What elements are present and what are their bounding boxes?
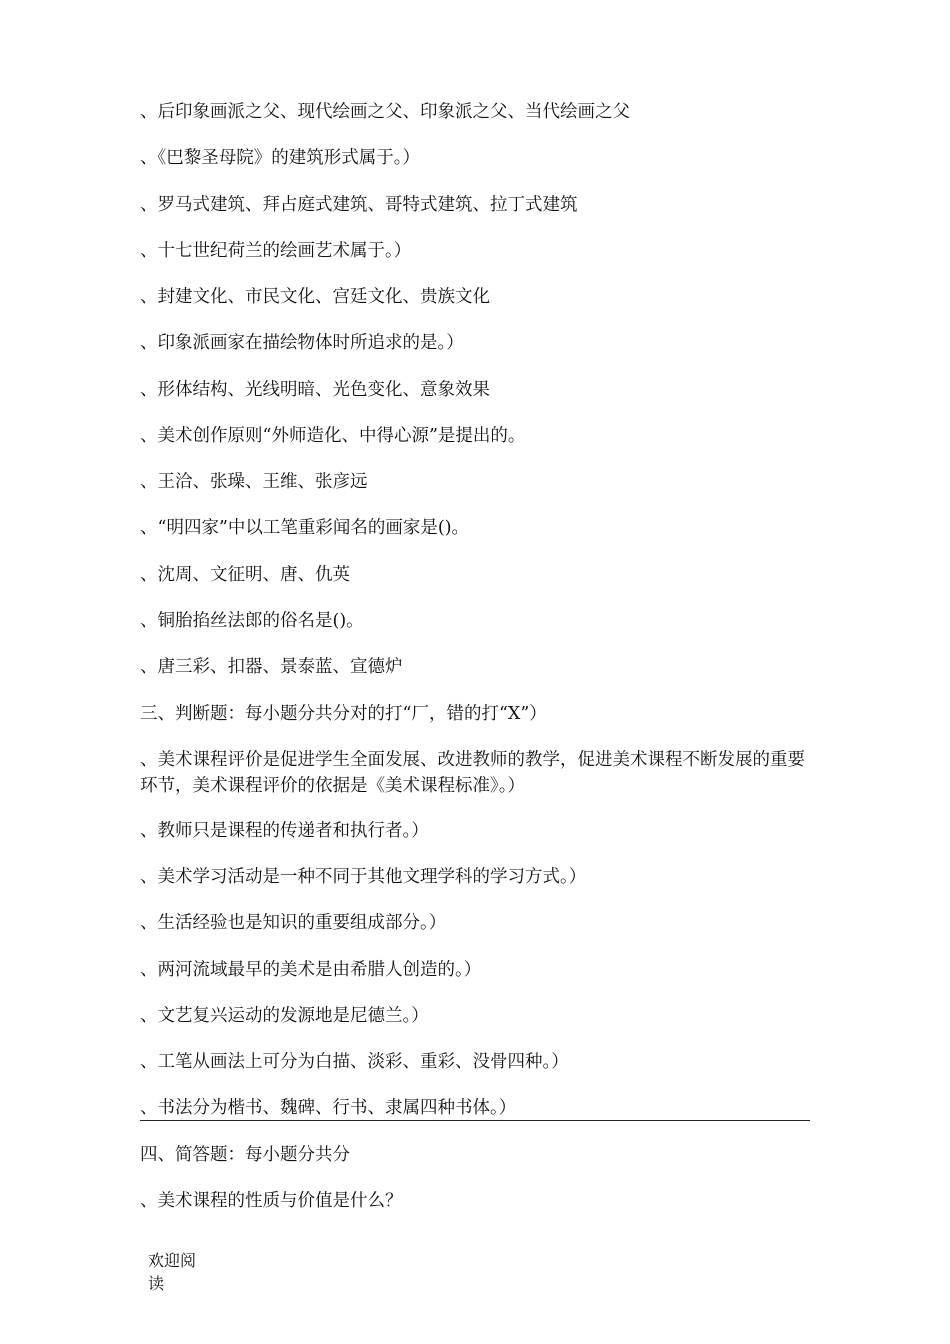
text-line: 、美术创作原则“外师造化、中得心源”是提出的。 [140,426,526,446]
text-line: 、罗马式建筑、拜占庭式建筑、哥特式建筑、拉丁式建筑 [140,195,578,215]
text-line: 、《巴黎圣母院》的建筑形式属于。） [140,148,420,168]
text-line: 、沈周、文征明、唐、仇英 [140,565,350,585]
text-line: 、印象派画家在描绘物体时所追求的是。） [140,333,464,353]
question-item: 、书法分为楷书、魏碑、行书、隶属四种书体。） [140,1098,517,1118]
question-item: 、教师只是课程的传递者和执行者。） [140,821,429,841]
question-item: 、美术课程评价是促进学生全面发展、改进教师的教学，促进美术课程不断发展的重要环节，美术课程评价的依据是《美术课程标准》。） [140,750,805,796]
question-item: 、美术学习活动是一种不同于其他文理学科的学习方式。） [140,867,587,887]
section-heading: 三、判断题：每小题分共分对的打“厂，错的打“X”） [140,704,547,724]
section-heading: 四、简答题：每小题分共分 [140,1145,350,1165]
question-item: 、工笔从画法上可分为白描、淡彩、重彩、没骨四种。） [140,1052,569,1072]
question-item: 、美术课程的性质与价值是什么？ [140,1191,403,1211]
text-line: 、后印象画派之父、现代绘画之父、印象派之父、当代绘画之父 [140,102,630,122]
text-line: 、十七世纪荷兰的绘画艺术属于。） [140,241,412,261]
text-line: 、王洽、张璪、王维、张彦远 [140,472,368,492]
horizontal-rule [140,1120,810,1121]
text-line: 、封建文化、市民文化、宫廷文化、贵族文化 [140,287,490,307]
text-line: 、唐三彩、扣器、景泰蓝、宣德炉 [140,657,403,677]
text-line: 、形体结构、光线明暗、光色变化、意象效果 [140,380,490,400]
question-item: 、文艺复兴运动的发源地是尼德兰。） [140,1006,429,1026]
question-item: 、两河流域最早的美术是由希腊人创造的。） [140,960,482,980]
text-line: 、铜胎掐丝法郎的俗名是()。 [140,611,364,631]
footer-text: 欢迎阅读 [148,1251,197,1293]
question-item: 、生活经验也是知识的重要组成部分。） [140,913,447,933]
text-line: 、“明四家”中以工笔重彩闻名的画家是()。 [140,518,470,538]
